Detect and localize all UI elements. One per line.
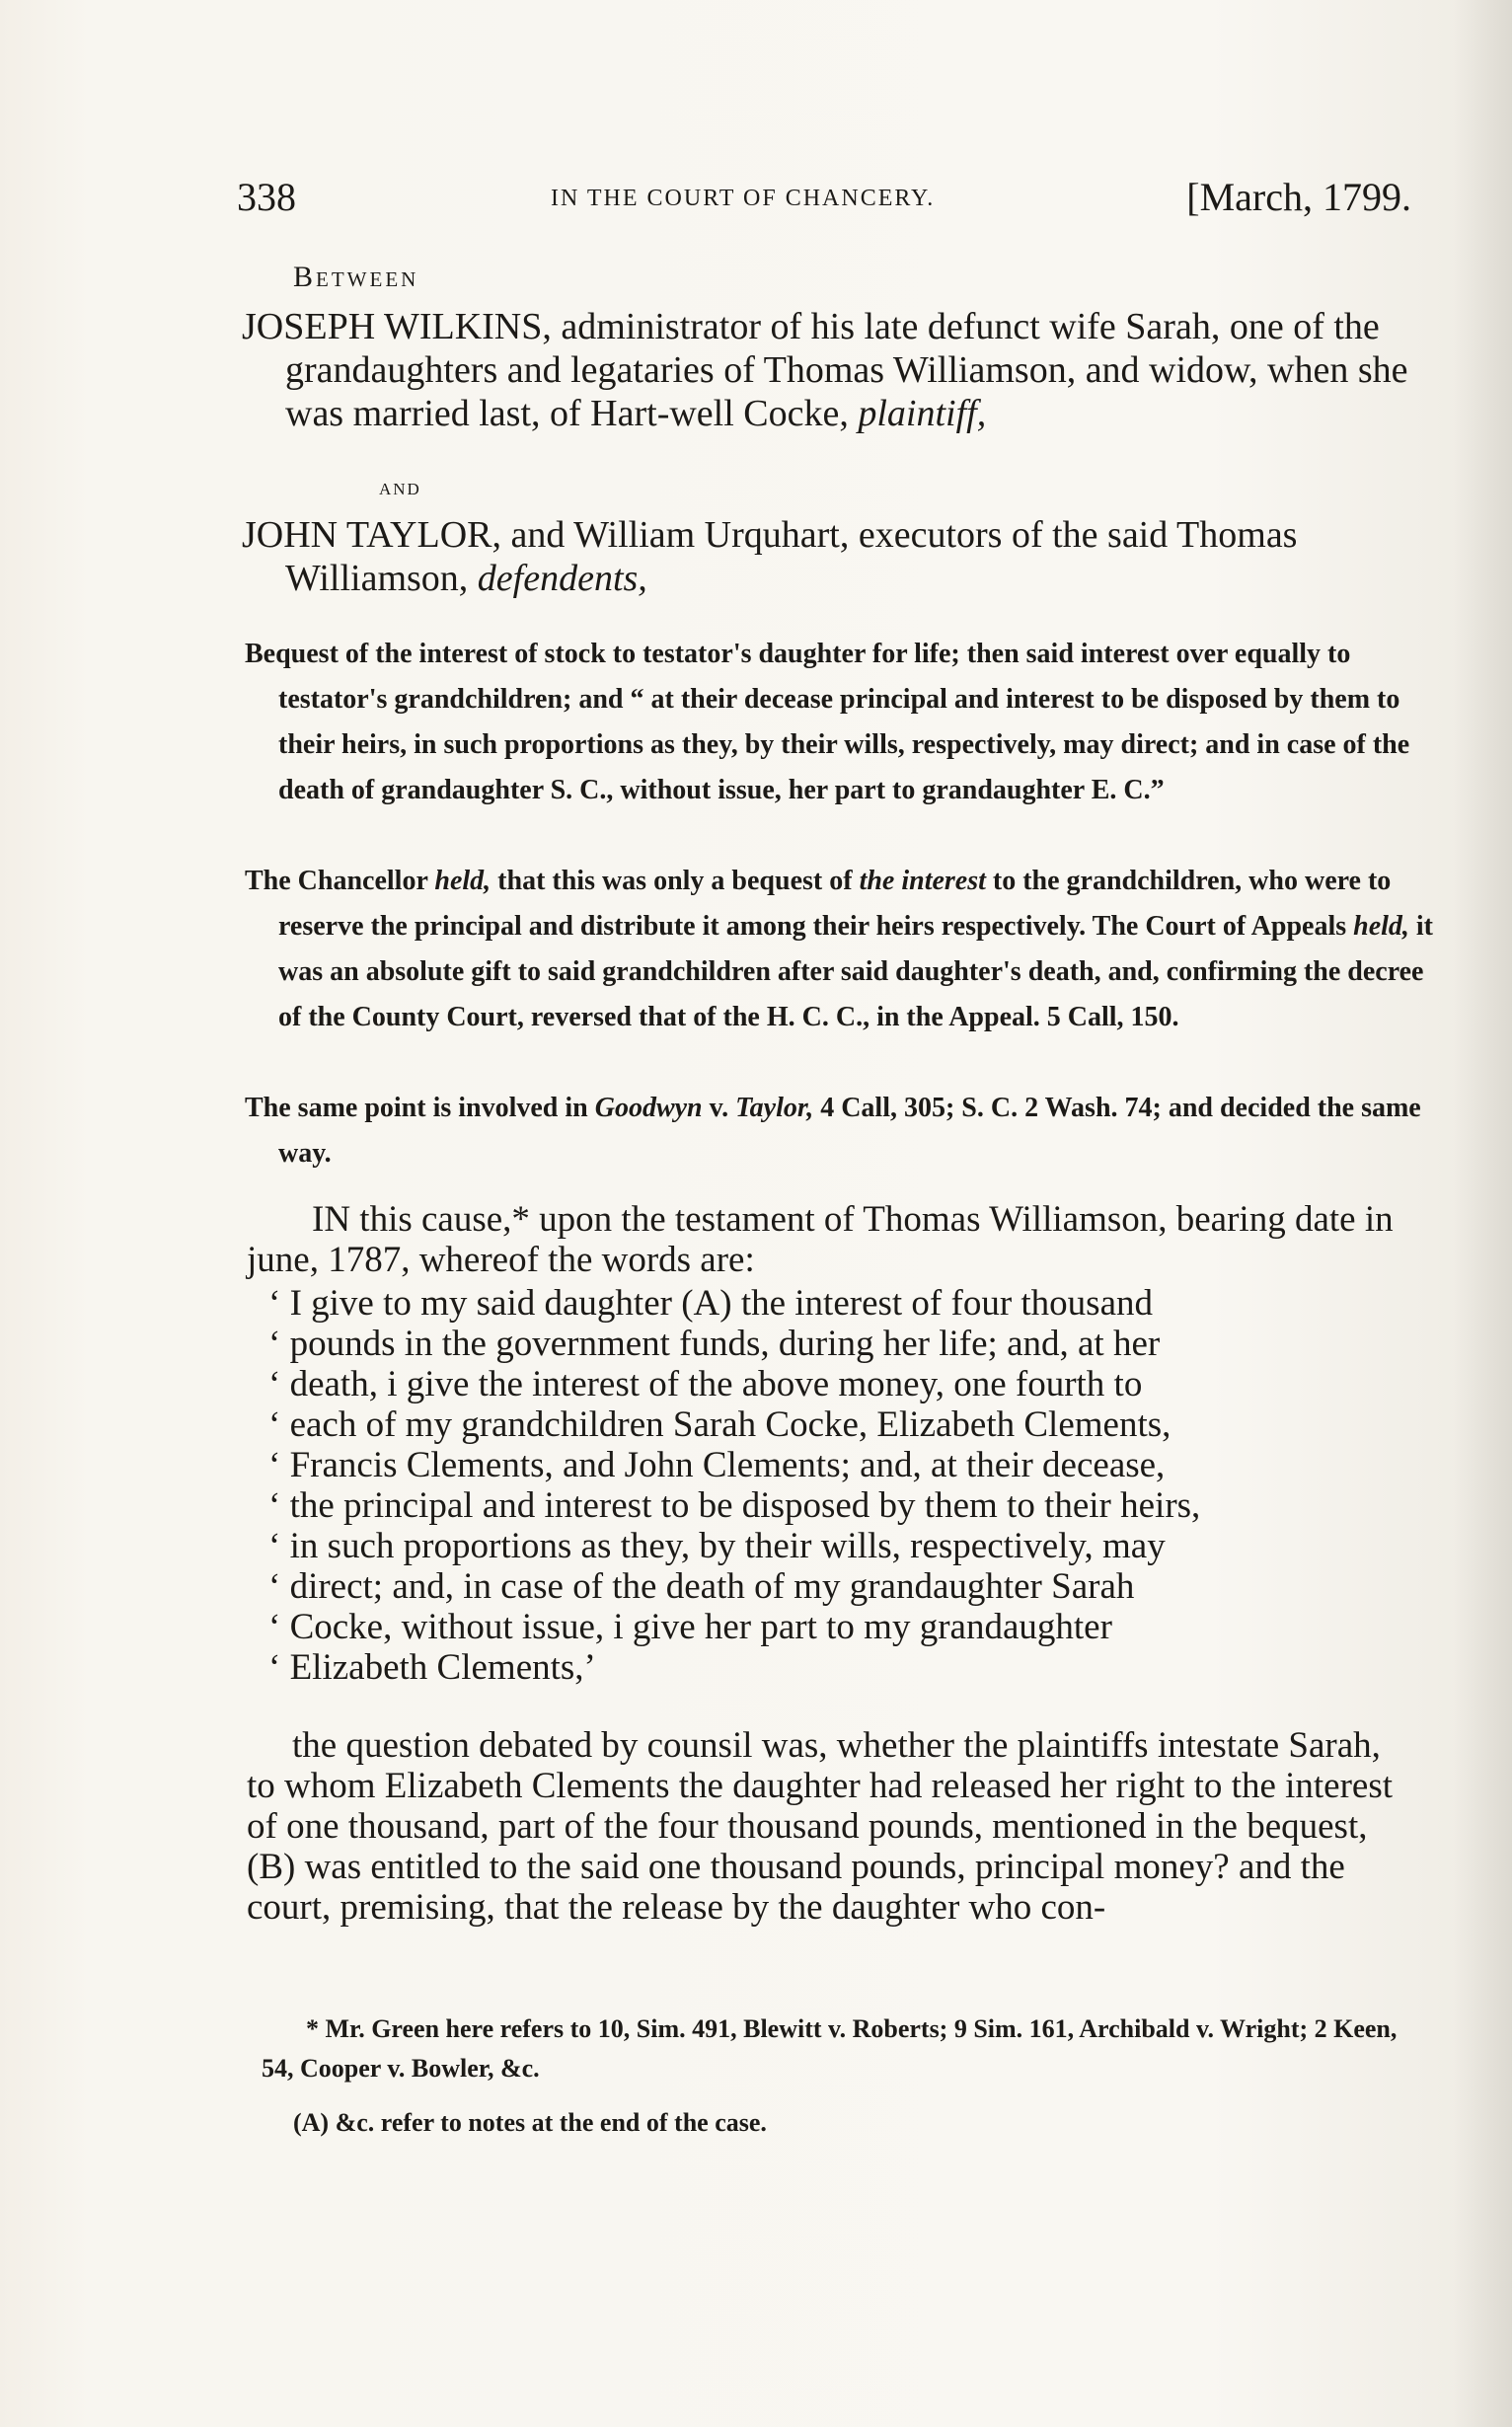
headnote-text: The Chancellor (245, 866, 435, 896)
quote-line: ‘ Cocke, without issue, i give her part to my grandaughter (268, 1607, 1112, 1647)
party-defendant (242, 513, 1455, 600)
quote-line: ‘ each of my grandchildren Sarah Cocke, Elizabeth Clements, (268, 1404, 1172, 1445)
defendant-text: JOHN TAYLOR, and William Urquhart, executors of the said Thomas Williamson, (242, 514, 1298, 599)
quote-line: ‘ direct; and, in case of the death of my grandaughter Sarah (268, 1566, 1135, 1607)
testament-quote (268, 1283, 1409, 1688)
headnote-italic: held, (1353, 911, 1409, 942)
defendant-role: defendents, (477, 558, 647, 599)
plaintiff-text: JOSEPH WILKINS, administrator of his late defunct wife Sarah, one of the grandaughters and legataries of Thomas Williamson, and widow, when she was married last, of Hart-well Cocke, (242, 306, 1408, 434)
caption-between: Between (293, 261, 419, 293)
quote-line: ‘ death, i give the interest of the above money, one fourth to (268, 1364, 1143, 1404)
headnote-text: v. (702, 1093, 736, 1123)
running-title: IN THE COURT OF CHANCERY. (551, 186, 936, 211)
plaintiff-role: plaintiff, (858, 393, 987, 434)
headnote-text: 4 Call, 305; S. C. 2 Wash. 74; and decided the same way. (278, 1093, 1421, 1169)
headnote-text: The same point is involved in (245, 1093, 595, 1123)
headnote-text: to the grandchildren, who were to reserve the principal and distribute it among their heirs respectively. The Court of Appeals (278, 866, 1392, 942)
quote-line: ‘ in such proportions as they, by their wills, respectively, may (268, 1526, 1166, 1566)
quote-line: ‘ Elizabeth Clements,’ (268, 1647, 596, 1688)
quote-line: ‘ pounds in the government funds, during her life; and, at her (268, 1324, 1161, 1364)
caption-and: and (379, 475, 421, 500)
page-header (237, 174, 1411, 223)
headnote-holding (245, 859, 1443, 1040)
case-name-italic: Goodwyn (594, 1093, 703, 1123)
headnote-text: that this was only a bequest of (491, 866, 860, 896)
party-plaintiff (242, 305, 1455, 435)
headnote-related-case (245, 1086, 1443, 1176)
page-number: 338 (237, 175, 296, 219)
page-edge-shadow (1453, 0, 1512, 2427)
header-date: [March, 1799. (1186, 175, 1411, 219)
case-name-italic: Taylor, (735, 1093, 814, 1123)
headnote-italic: the interest (859, 866, 986, 896)
headnote-bequest: Bequest of the interest of stock to testator's daughter for life; then said interest over equally to testator's grandchildren; and “ at their decease principal and interest to be disposed by them to their heirs, in such proportions as they, by their wills, respectively, may direct; and in case of the death of grandaughter S. C., without issue, her part to grandaughter E. C.” (245, 639, 1410, 805)
headnote-text: it was an absolute gift to said grandchildren after said daughter's death, and, confirming the decree of the County Court, reversed that of the H. C. C., in the Appeal. 5 Call, 150. (278, 911, 1434, 1032)
body-continuation: the question debated by counsil was, whether the plaintiffs intestate Sarah, to whom Elizabeth Clements the daughter had released her right to the interest of one thousand, part of the four thousand pounds, mentioned in the bequest, (B) was entitled to the said one thousand pounds, principal money? and the court, premising, that the release by the daughter who con- (247, 1725, 1394, 1928)
footnote-star: * Mr. Green here refers to 10, Sim. 491, Blewitt v. Roberts; 9 Sim. 161, Archibald v. Wright; 2 Keen, 54, Cooper v. Bowler, &c. (262, 2014, 1398, 2083)
footnote-letters: (A) &c. refer to notes at the end of the case. (293, 2108, 767, 2137)
body-intro: IN this cause,* upon the testament of Thomas Williamson, bearing date in june, 1787, whereof the words are: (247, 1199, 1394, 1280)
quote-line: ‘ the principal and interest to be disposed by them to their heirs, (268, 1485, 1201, 1526)
quote-line: ‘ Francis Clements, and John Clements; and, at their decease, (268, 1445, 1166, 1485)
quote-line: ‘ I give to my said daughter (A) the interest of four thousand (268, 1283, 1153, 1324)
headnote-italic: held, (434, 866, 491, 896)
